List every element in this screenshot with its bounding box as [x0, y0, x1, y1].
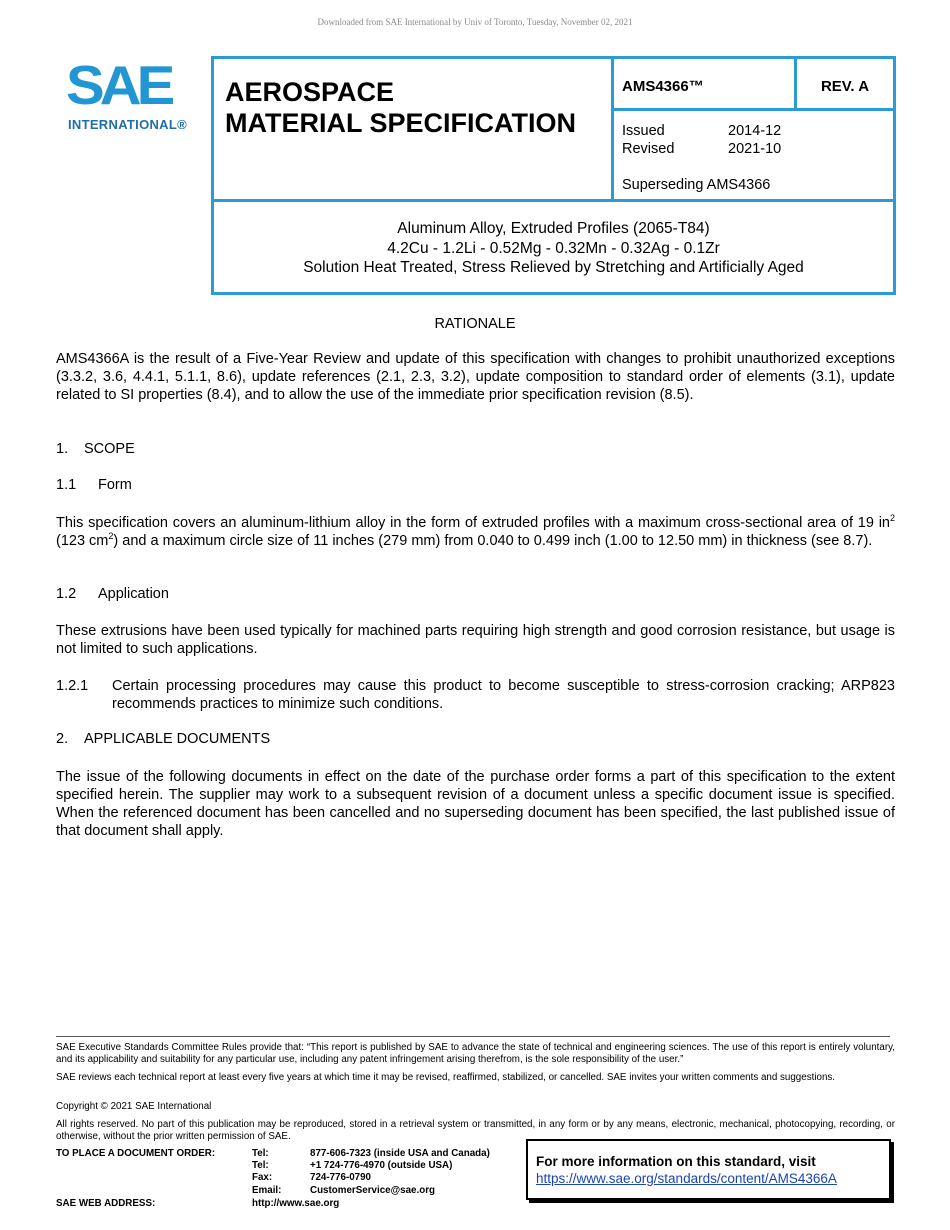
doc-number-box [611, 56, 797, 111]
sae-logo [56, 56, 196, 136]
revised-value: 2021-10 [728, 141, 782, 157]
footer-rules-notice: SAE Executive Standards Committee Rules provide that: “This report is published by SAE to advance the state of technical and engineering sciences. The use of this report is entirely voluntary, and its applicability and suitability for any particular use, including any patent infringement arising therefrom, is the sole responsibility of the user.” [56, 1042, 895, 1065]
revised-label: Revised [622, 141, 675, 157]
form-paragraph [56, 514, 895, 550]
fax-label: Fax: [252, 1172, 273, 1183]
applicable-documents-paragraph: The issue of the following documents in effect on the date of the purchase order forms a part of this specification to the extent specified herein. The supplier may work to a subsequent revision of a document unless a specific document issue is specified. When the referenced document has been cancelled and no superseding document has been specified, the last published issue of that document shall apply. [56, 769, 895, 839]
section-1-2-heading [56, 585, 169, 603]
logo-mark: SAE [66, 54, 171, 117]
revision-label: REV. A [820, 78, 870, 95]
footer-divider [56, 1036, 890, 1037]
section-1-heading [56, 440, 135, 458]
application-paragraph: These extrusions have been used typically for machined parts requiring high strength and good corrosion resistance, but usage is not limited to such applications. [56, 623, 895, 657]
section-title: SCOPE [84, 441, 135, 457]
rationale-heading: RATIONALE [434, 316, 516, 332]
section-number: 2. [56, 731, 69, 747]
rights-notice: All rights reserved. No part of this publication may be reproduced, stored in a retrieval system or transmitted, in any form or by any means, electronic, mechanical, photocopying, recording, or otherwise, without the prior written permission of SAE. [56, 1119, 895, 1142]
issued-label: Issued [622, 123, 665, 139]
fax-row [252, 1172, 371, 1184]
section-title: Form [98, 477, 132, 493]
form-text-part: This specification covers an aluminum-lithium alloy in the form of extruded profiles with a maximum cross-sectional area of 19 in [56, 515, 890, 531]
fax-value: 724-776-0790 [310, 1172, 372, 1183]
download-notice: Downloaded from SAE International by Univ of Toronto, Tuesday, November 02, 2021 [317, 17, 633, 27]
title-box [211, 56, 614, 202]
document-type-title [225, 77, 576, 139]
section-1-1-heading [56, 476, 132, 494]
dates-box [611, 108, 896, 202]
section-1-2-1-number: 1.2.1 [56, 678, 89, 694]
standard-link[interactable]: https://www.sae.org/standards/content/AMS4366A [536, 1171, 837, 1186]
section-title: APPLICABLE DOCUMENTS [84, 731, 271, 747]
tel-row [252, 1148, 490, 1160]
superscript: 2 [889, 513, 895, 524]
form-text-part: ) and a maximum circle size of 11 inches (279 mm) from 0.040 to 0.499 inch (1.00 to 12.50 mm) in thickness (see 8.7). [113, 533, 873, 549]
section-1-2-1-text: Certain processing procedures may cause this product to become susceptible to stress-corrosion cracking; ARP823 recommends practices to minimize such conditions. [112, 678, 895, 712]
section-2-heading [56, 730, 270, 748]
superscript: 2 [108, 531, 114, 542]
tel-value: 877-606-7323 (inside USA and Canada) [310, 1148, 490, 1159]
web-label: SAE WEB ADDRESS: [56, 1198, 156, 1209]
footer-review-notice: SAE reviews each technical report at least every five years at which time it may be revised, reaffirmed, stabilized, or cancelled. SAE invites your written comments and suggestions. [56, 1072, 836, 1083]
order-label: TO PLACE A DOCUMENT ORDER: [56, 1148, 216, 1159]
tel-label: Tel: [252, 1148, 269, 1159]
logo-subtext: INTERNATIONAL® [68, 117, 187, 132]
web-link[interactable]: http://www.sae.org [252, 1198, 340, 1209]
more-info-box [526, 1139, 891, 1200]
subject-box [211, 199, 896, 295]
revised-row [622, 141, 781, 157]
issued-value: 2014-12 [728, 123, 782, 139]
tel2-row [252, 1160, 452, 1172]
subject-line-1: Aluminum Alloy, Extruded Profiles (2065-T84) [397, 220, 710, 237]
rationale-text: AMS4366A is the result of a Five-Year Review and update of this specification with changes to prohibit unauthorized exceptions (3.3.2, 3.6, 4.4.1, 5.1.1, 8.6), update references (2.1, 2.3, 3.2), update composition to standard order of elements (3.1), update related to SI properties (8.4), and to allow the use of the immediate prior specification revision (8.5). [56, 351, 895, 403]
subject-line-3: Solution Heat Treated, Stress Relieved by Stretching and Artificially Aged [303, 259, 804, 276]
tel-label: Tel: [252, 1160, 269, 1171]
email-label: Email: [252, 1185, 282, 1196]
section-title: Application [98, 586, 169, 602]
section-number: 1.2 [56, 586, 77, 602]
form-text-part: (123 cm [56, 533, 109, 549]
subject [214, 219, 893, 278]
revision-box [794, 56, 896, 111]
copyright: Copyright © 2021 SAE International [56, 1101, 212, 1112]
section-number: 1. [56, 441, 69, 457]
section-number: 1.1 [56, 477, 77, 493]
tel-value: +1 724-776-4970 (outside USA) [310, 1160, 453, 1171]
issued-row [622, 123, 781, 139]
email-link[interactable]: CustomerService@sae.org [310, 1185, 435, 1196]
doc-number: AMS4366™ [622, 78, 704, 95]
subject-line-2: 4.2Cu - 1.2Li - 0.52Mg - 0.32Mn - 0.32Ag - 0.1Zr [387, 239, 720, 257]
email-row [252, 1185, 435, 1197]
superseding-note: Superseding AMS4366 [622, 177, 771, 193]
more-info-title: For more information on this standard, visit [536, 1154, 816, 1169]
title-line-2: MATERIAL SPECIFICATION [225, 108, 576, 138]
title-line-1: AEROSPACE [225, 77, 395, 107]
